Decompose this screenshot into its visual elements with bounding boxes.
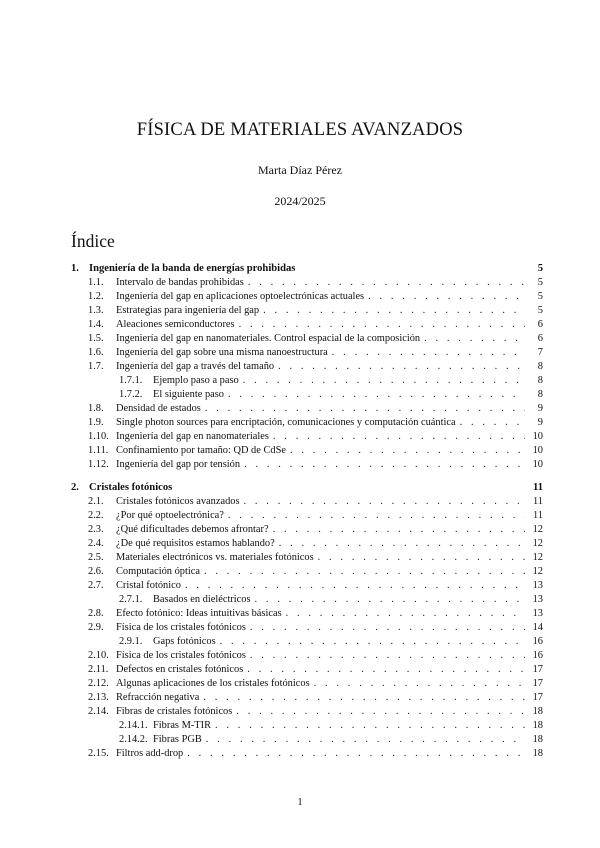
toc-entry-number: 2.12. [88,678,109,689]
toc-entry-number: 2.6. [88,566,104,577]
toc-entry-page: 10 [532,445,543,456]
author-name: Marta Díaz Pérez [258,163,342,177]
toc-entry[interactable] [71,579,543,593]
toc-entry[interactable] [71,444,543,458]
toc-entry[interactable] [71,747,543,761]
toc-dot-leader [279,537,525,551]
toc-entry-number: 2.14.1. [119,720,148,731]
toc-dot-leader [185,579,525,593]
toc-entry-title: Fibras M-TIR [153,720,212,731]
toc-entry-page: 13 [532,608,543,619]
toc-entry-title: ¿De qué requisitos estamos hablando? [116,538,275,549]
toc-entry-number: 1.7. [88,361,104,372]
toc-dot-leader [255,593,525,607]
toc-entry-page: 17 [532,692,543,703]
toc-entry-page: 18 [532,706,543,717]
toc-entry-number: 2.4. [88,538,104,549]
academic-year: 2024/2025 [274,194,326,208]
page-number: 1 [297,797,303,808]
toc-entry[interactable] [71,290,543,304]
toc-entry-title: Ingeniería del gap en nanomateriales. Control espacial de la composición [116,333,421,344]
toc-entry-page: 12 [532,538,543,549]
toc-dot-leader [244,495,525,509]
toc-dot-leader [248,276,525,290]
toc-entry-title: Intervalo de bandas prohibidas [116,277,244,288]
toc-entry-page: 9 [537,417,543,428]
toc-entry[interactable] [71,388,543,402]
toc-entry-number: 2.7.1. [119,594,143,605]
toc-entry[interactable] [71,360,543,374]
toc-entry-page: 5 [537,277,543,288]
toc-entry-title: Ingeniería del gap en aplicaciones optoelectrónicas actuales [116,291,365,302]
toc-entry-page: 11 [532,510,543,521]
toc-entry[interactable] [71,677,543,691]
toc-entry-number: 1.11. [88,445,109,456]
toc-entry[interactable] [71,691,543,705]
toc-section-title: Cristales fotónicos [89,482,173,493]
toc-entry-page: 14 [532,622,543,633]
toc-entry[interactable] [71,458,543,472]
toc-entry-number: 2.13. [88,692,109,703]
toc-entry-number: 2.1. [88,496,104,507]
toc-dot-leader [332,346,525,360]
toc-dot-leader [247,663,525,677]
toc-entry-title: Densidad de estados [116,403,201,414]
toc-entry-number: 2.2. [88,510,104,521]
toc-entry-title: Refracción negativa [116,692,200,703]
toc-entry-page: 12 [532,524,543,535]
toc-entry-page: 5 [537,305,543,316]
toc-dot-leader [368,290,525,304]
toc-entry-number: 2.14.2. [119,734,148,745]
toc-entry[interactable] [71,537,543,551]
toc-entry-page: 9 [537,403,543,414]
toc-entry-title: Cristal fotónico [116,580,181,591]
toc-entry-number: 2.15. [88,748,109,759]
toc-heading: Índice [71,231,115,251]
toc-entry-title: Algunas aplicaciones de los cristales fotónicos [116,678,310,689]
toc-entry-number: 1.1. [88,277,104,288]
toc-entry-title: Confinamiento por tamaño: QD de CdSe [116,445,286,456]
toc-entry[interactable] [71,416,543,430]
toc-entry-number: 2.9.1. [119,636,143,647]
toc-section-number: 2. [71,482,79,493]
toc-dot-leader [290,444,525,458]
toc-entry-page: 16 [532,636,543,647]
toc-entry-page: 6 [537,319,543,330]
toc-entry[interactable] [71,332,543,346]
toc-entry-page: 16 [532,650,543,661]
toc-dot-leader [460,416,525,430]
toc-entry-title: Ejemplo paso a paso [153,375,239,386]
toc-entry[interactable] [71,635,543,649]
toc-entry-number: 2.5. [88,552,104,563]
toc-dot-leader [204,565,525,579]
toc-entry-title: Ingeniería del gap en nanomateriales [116,431,269,442]
toc-dot-leader [250,621,525,635]
toc-entry[interactable] [71,346,543,360]
toc-dot-leader [273,430,525,444]
toc-entry[interactable] [71,318,543,332]
toc-entry-number: 1.5. [88,333,104,344]
toc-dot-leader [244,458,525,472]
toc-entry-title: Gaps fotónicos [153,636,216,647]
toc-dot-leader [220,635,525,649]
toc-entry-title: ¿Qué dificultades debemos afrontar? [116,524,269,535]
toc-entry[interactable] [71,607,543,621]
toc-entry-title: Aleaciones semiconductores [116,319,235,330]
toc-entry[interactable] [71,593,543,607]
toc-entry[interactable] [71,621,543,635]
toc-entry[interactable] [71,523,543,537]
toc-entry[interactable] [71,705,543,719]
toc-entry-title: Ingeniería del gap sobre una misma nanoestructura [116,347,328,358]
toc-entry-page: 18 [532,748,543,759]
toc-section-page: 5 [537,263,543,274]
toc-dot-leader [243,374,525,388]
toc-entry-title: Computación óptica [116,566,200,577]
toc-entry-page: 6 [537,333,543,344]
toc-entry-title: Fibras PGB [153,734,202,745]
toc-entry-number: 1.10. [88,431,109,442]
toc-entry-number: 1.4. [88,319,104,330]
toc-entry[interactable] [71,733,543,747]
toc-entry-page: 11 [532,496,543,507]
toc-dot-leader [203,691,525,705]
toc-entry-page: 18 [532,734,543,745]
toc-entry-page: 17 [532,664,543,675]
toc-entry-page: 10 [532,459,543,470]
toc-dot-leader [250,649,525,663]
toc-section-number: 1. [71,263,79,274]
toc-entry[interactable] [71,304,543,318]
toc-dot-leader [206,733,525,747]
toc-entry-number: 2.8. [88,608,104,619]
toc-entry-page: 12 [532,566,543,577]
toc-dot-leader [228,388,525,402]
toc-entry[interactable] [71,719,543,733]
toc-entry-title: Filtros add-drop [116,748,184,759]
document-title: FÍSICA DE MATERIALES AVANZADOS [136,120,464,140]
toc-entry-number: 2.10. [88,650,109,661]
toc-entry-title: Fibras de cristales fotónicos [116,706,233,717]
toc-entry-number: 1.8. [88,403,104,414]
toc-entry-number: 2.11. [88,664,109,675]
toc-entry[interactable] [71,402,543,416]
toc-entry[interactable] [71,551,543,565]
toc-dot-leader [424,332,525,346]
toc-entry-page: 13 [532,594,543,605]
toc-entry-page: 8 [537,361,543,372]
toc-entry-page: 12 [532,552,543,563]
toc-entry-title: Materiales electrónicos vs. materiales fotónicos [116,552,314,563]
toc-entry-number: 2.3. [88,524,104,535]
toc-dot-leader [228,509,525,523]
toc-entry[interactable] [71,495,543,509]
toc-entry-title: Single photon sources para encriptación, comunicaciones y computación cuántica [116,417,456,428]
toc-entry-page: 13 [532,580,543,591]
toc-entry-page: 5 [537,291,543,302]
toc-entry-page: 18 [532,720,543,731]
toc-section-title: Ingeniería de la banda de energías prohibidas [89,263,296,274]
toc-dot-leader [286,607,525,621]
toc-entry-number: 2.9. [88,622,104,633]
toc-entry-title: El siguiente paso [153,389,224,400]
toc-entry[interactable] [71,430,543,444]
toc-dot-leader [273,523,525,537]
toc-entry-page: 10 [532,431,543,442]
toc-entry-number: 1.7.1. [119,375,143,386]
toc-entry-title: Defectos en cristales fotónicos [116,664,244,675]
toc-dot-leader [263,304,525,318]
toc-entry-title: ¿Por qué optoelectrónica? [116,510,224,521]
toc-entry-title: Ingeniería del gap por tensión [116,459,241,470]
toc-entry-page: 8 [537,389,543,400]
toc-dot-leader [318,551,525,565]
toc-entry[interactable] [71,565,543,579]
toc-entry-title: Estrategias para ingeniería del gap [116,305,260,316]
toc-entry[interactable] [71,663,543,677]
toc-dot-leader [239,318,525,332]
toc-entry[interactable] [71,374,543,388]
toc-section[interactable] [71,481,543,495]
toc-dot-leader [278,360,525,374]
toc-entry-title: Ingeniería del gap a través del tamaño [116,361,275,372]
toc-entry-number: 1.3. [88,305,104,316]
toc-entry-title: Física de los cristales fotónicos [116,622,246,633]
toc-dot-leader [236,705,525,719]
toc-entry-title: Basados en dieléctricos [153,594,251,605]
toc-entry-number: 2.14. [88,706,109,717]
toc-entry[interactable] [71,649,543,663]
toc-entry[interactable] [71,509,543,523]
toc-dot-leader [314,677,525,691]
toc-section-page: 11 [532,482,543,493]
table-of-contents [71,262,543,761]
toc-entry-page: 17 [532,678,543,689]
toc-entry-title: Efecto fotónico: Ideas intuitivas básicas [116,608,282,619]
toc-dot-leader [205,402,525,416]
toc-section[interactable] [71,262,543,276]
toc-entry-number: 1.2. [88,291,104,302]
toc-entry-number: 1.6. [88,347,104,358]
toc-entry-title: Cristales fotónicos avanzados [116,496,240,507]
toc-entry-page: 7 [537,347,543,358]
toc-dot-leader [187,747,525,761]
toc-entry-number: 1.7.2. [119,389,143,400]
toc-entry-page: 8 [537,375,543,386]
toc-entry-title: Física de los cristales fotónicos [116,650,246,661]
toc-entry-number: 1.9. [88,417,104,428]
toc-entry-number: 1.12. [88,459,109,470]
toc-dot-leader [215,719,525,733]
toc-entry-number: 2.7. [88,580,104,591]
toc-entry[interactable] [71,276,543,290]
